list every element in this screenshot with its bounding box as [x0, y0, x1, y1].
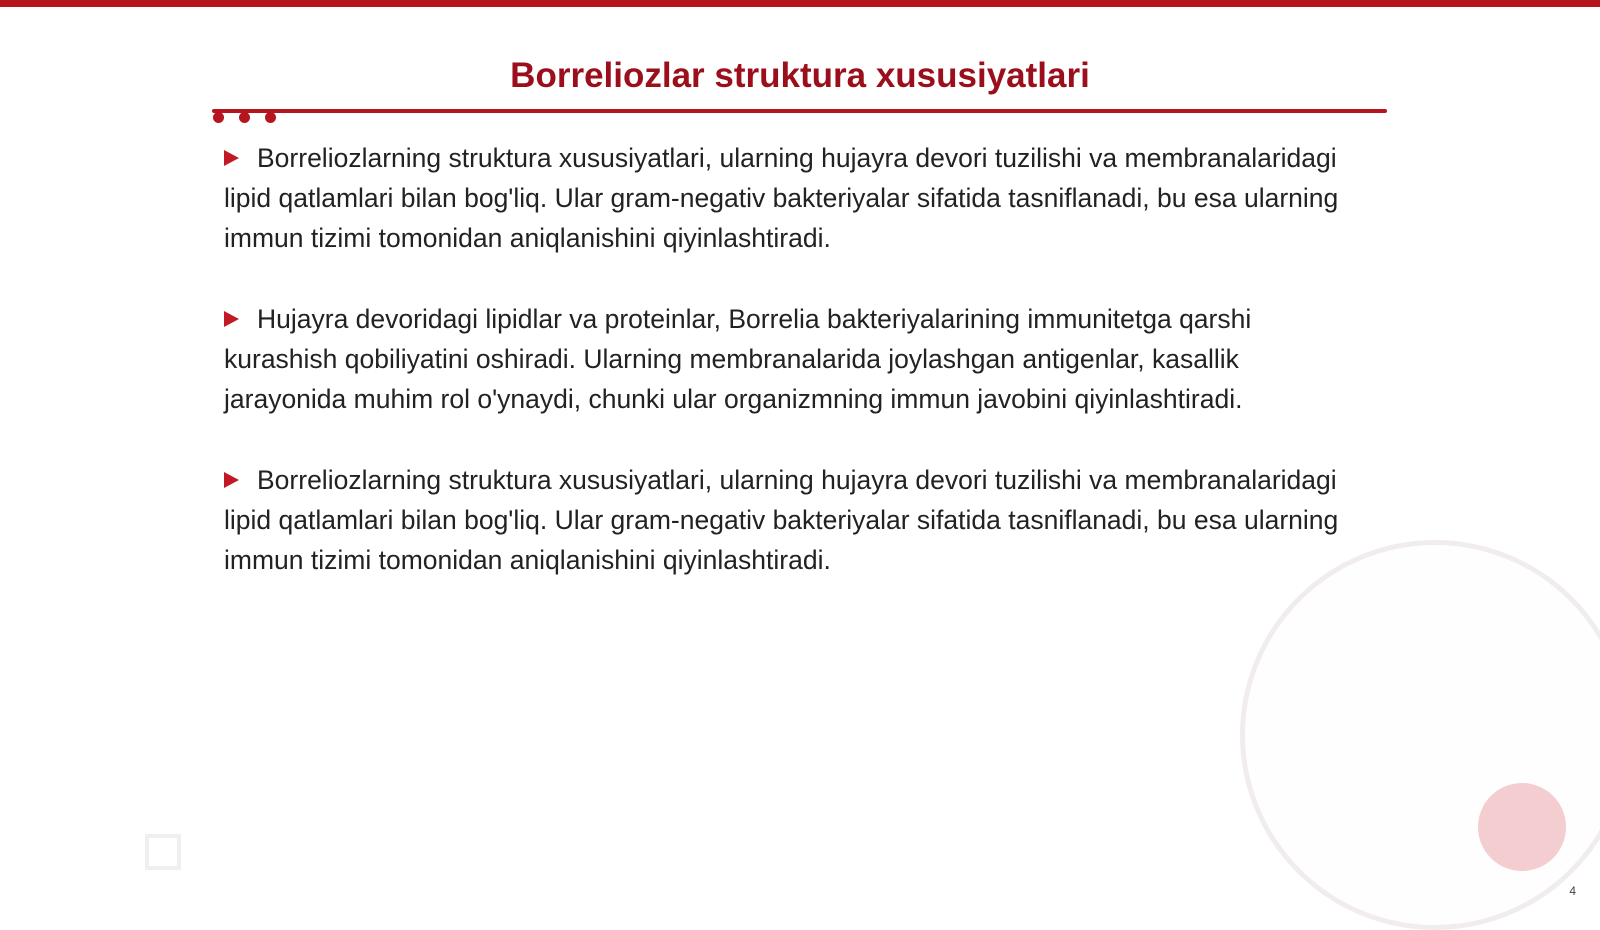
decorative-square-outline	[145, 834, 181, 870]
bullet-item	[224, 460, 1364, 580]
bullet-text: Borreliozlarning struktura xususiyatlari, ularning hujayra devori tuzilishi va membranalaridagi lipid qatlamlari bilan bog'liq. Ular gram-negativ bakteriyalar sifatida tasniflanadi, bu esa ularning immun tizimi tomonidan aniqlanishini qiyinlashtiradi.	[224, 465, 1339, 575]
accent-dot	[213, 112, 224, 123]
bullet-item	[224, 138, 1364, 258]
triangle-bullet-icon	[224, 311, 239, 327]
top-accent-bar	[0, 0, 1600, 7]
bullet-text: Borreliozlarning struktura xususiyatlari, ularning hujayra devori tuzilishi va membranalaridagi lipid qatlamlari bilan bog'liq. Ular gram-negativ bakteriyalar sifatida tasniflanadi, bu esa ularning immun tizimi tomonidan aniqlanishini qiyinlashtiradi.	[224, 143, 1339, 253]
slide-title: Borreliozlar struktura xususiyatlari	[510, 56, 1090, 95]
accent-dot	[265, 112, 276, 123]
bullet-item	[224, 299, 1364, 419]
accent-dot	[239, 112, 250, 123]
triangle-bullet-icon	[224, 472, 239, 488]
bullet-list	[224, 138, 1364, 621]
title-underline	[212, 109, 1387, 113]
decorative-pink-circle	[1478, 783, 1566, 871]
triangle-bullet-icon	[224, 150, 239, 166]
bullet-text: Hujayra devoridagi lipidlar va proteinlar, Borrelia bakteriyalarining immunitetga qarshi kurashish qobiliyatini oshiradi. Ularning membranalarida joylashgan antigenlar, kasallik jarayonida muhim rol o'ynaydi, chunki ular organizmning immun javobini qiyinlashtiradi.	[224, 304, 1252, 414]
page-number: 4	[1569, 884, 1576, 898]
